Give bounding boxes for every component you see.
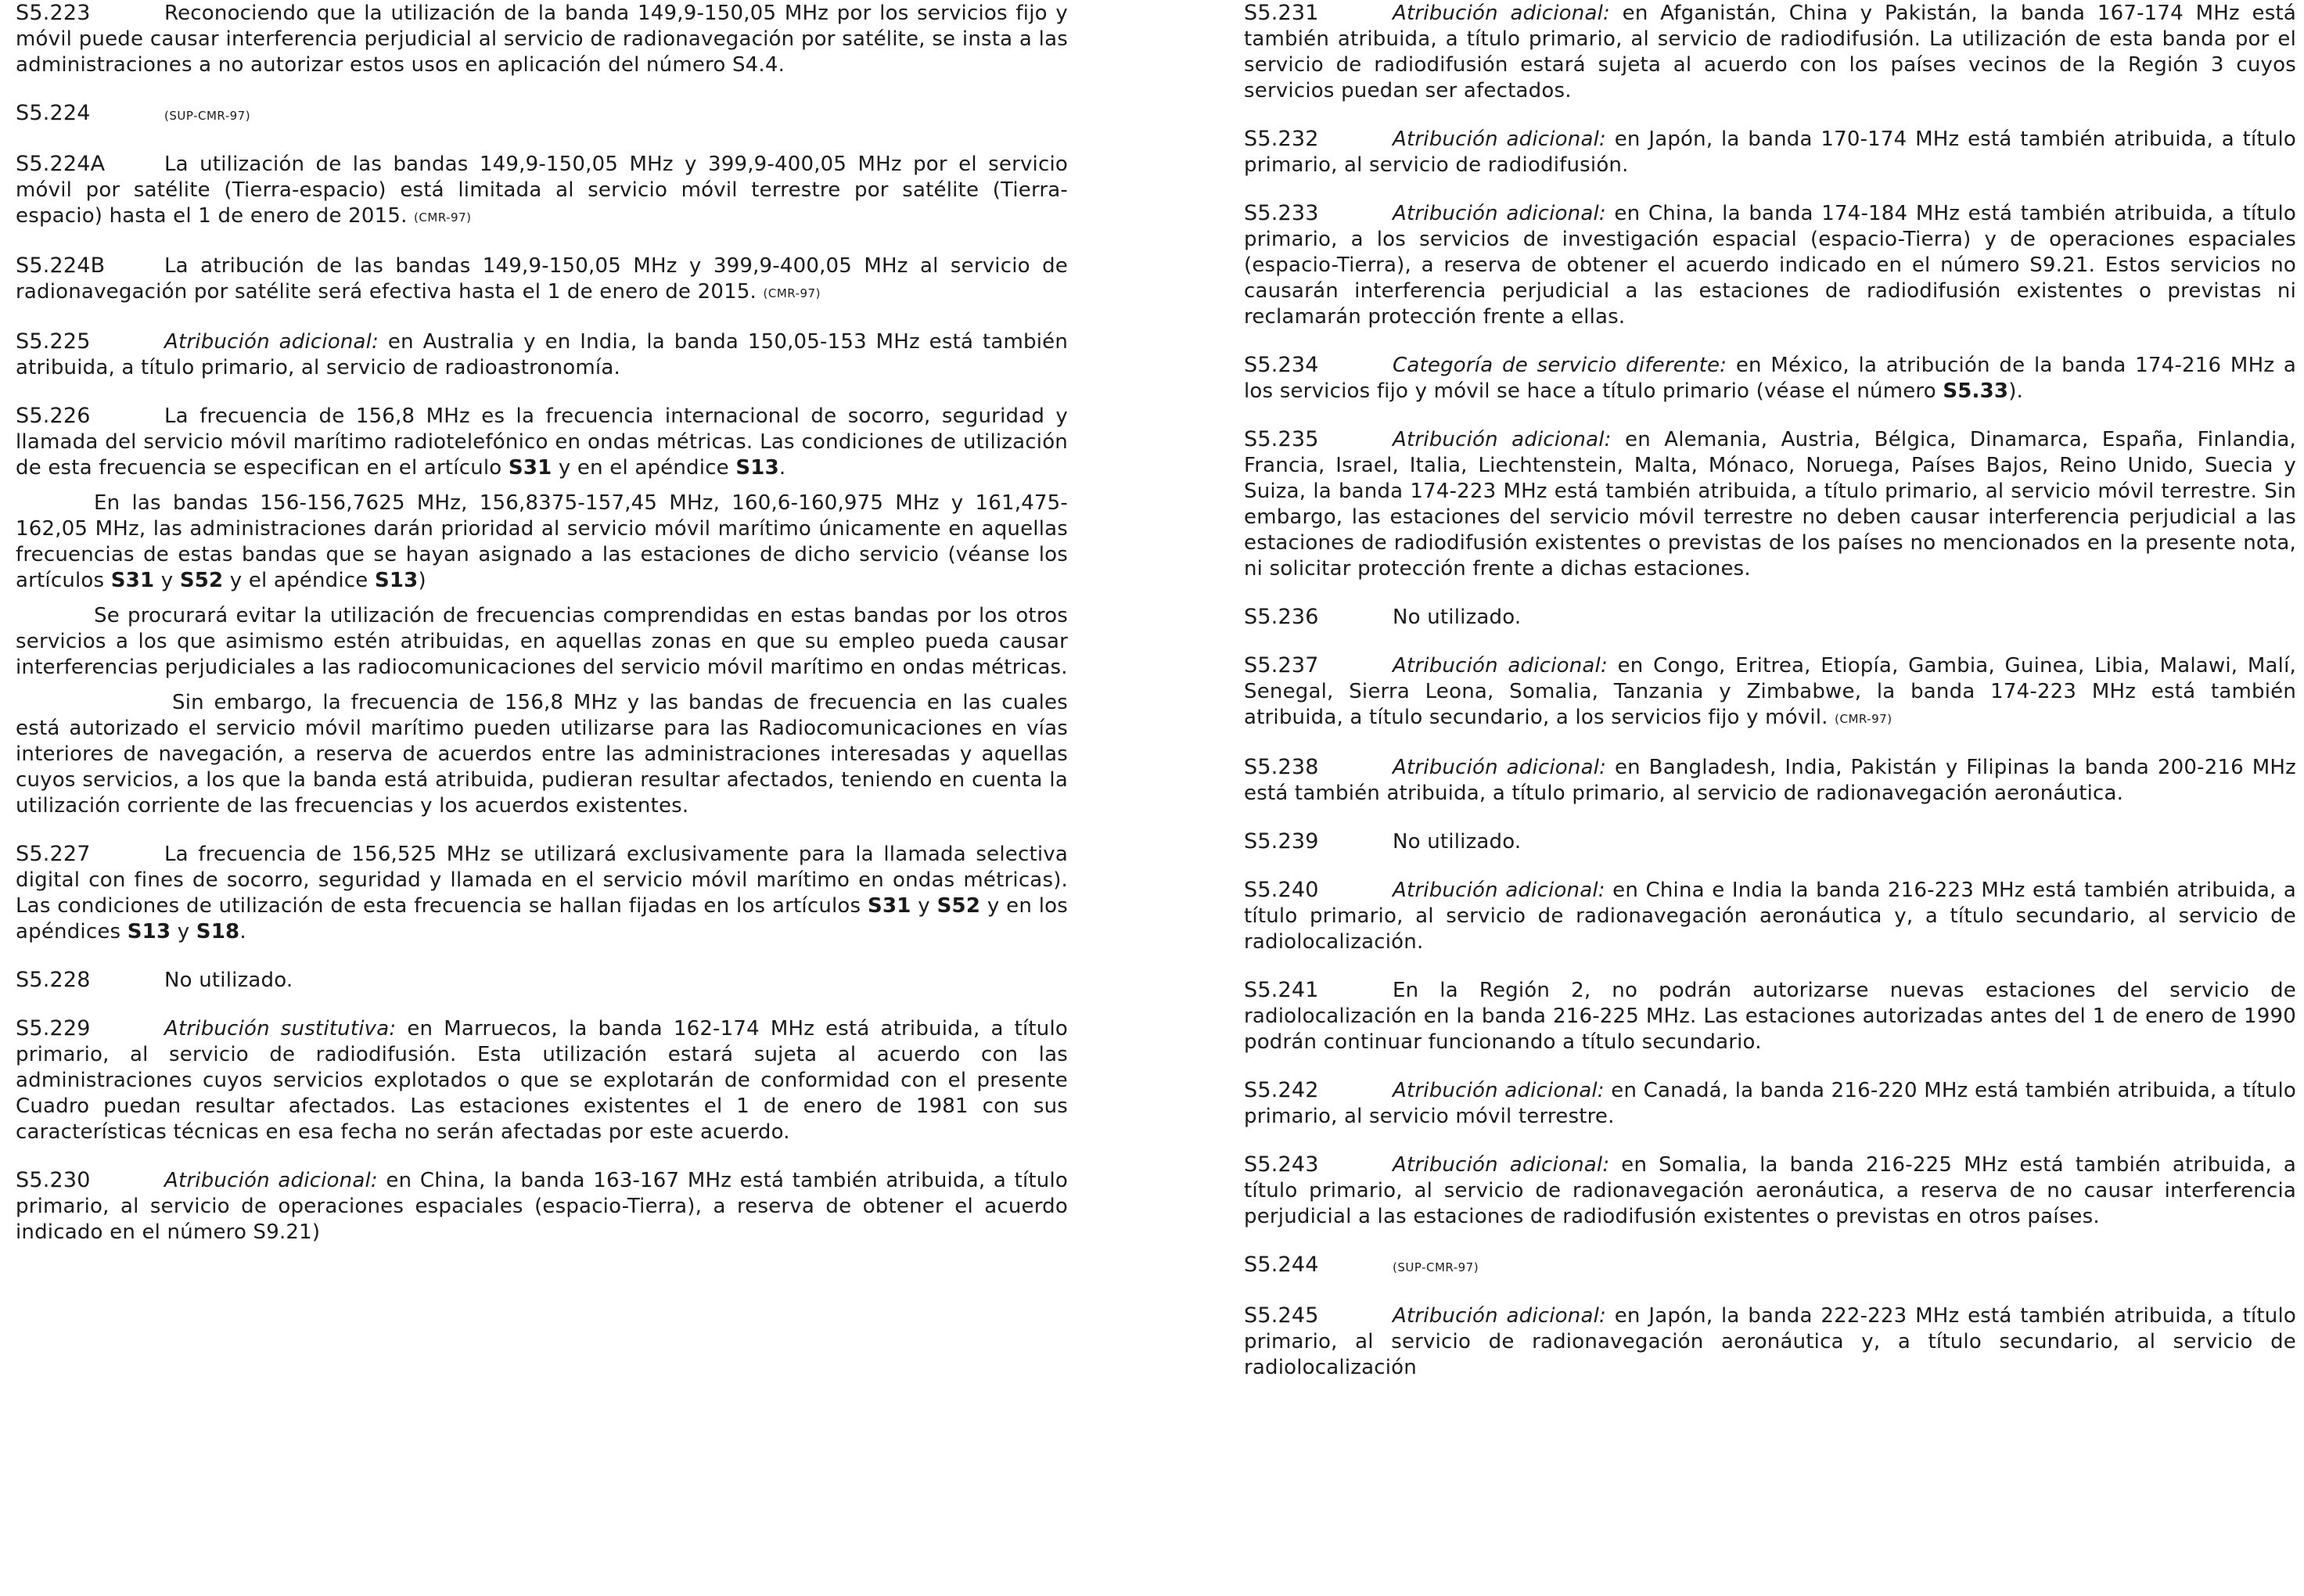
footnote-text: en Marruecos, la banda 162-174 MHz está atribuida, a título primario, al servicio de radiodifusión. Esta utilización estará sujeta al acuerdo con las administraciones cuyos servicios explotados o que se explotarán de conformidad con el presente Cuadro puedan resultar afectados. Las estaciones existentes el 1 de enero de 1981 con sus características técnicas en esa fecha no serán afectadas por este acuerdo. — [16, 1017, 1068, 1144]
footnote-s5-243 — [1244, 1152, 2296, 1230]
article-ref: S31 — [868, 894, 911, 918]
footnote-s5-240 — [1244, 877, 2296, 955]
footnote-text: La utilización de las bandas 149,9-150,05 MHz y 399,9-400,05 MHz por el servicio móvil por satélite (Tierra-espacio) está limitada al servicio móvil terrestre por satélite (Tierra-espacio) hasta el 1 de enero de 2015. — [16, 153, 1068, 228]
footnote-number: S5.223 — [16, 1, 91, 25]
footnote-number: S5.232 — [1244, 127, 1319, 151]
footnote-lead: Atribución adicional: — [1393, 128, 1606, 151]
footnote-s5-226-paragraph-3 — [16, 603, 1068, 681]
footnote-lead: Atribución adicional: — [1393, 654, 1608, 678]
footnote-s5-229 — [16, 1015, 1068, 1145]
footnote-text: Reconociendo que la utilización de la banda 149,9-150,05 MHz por los servicios fijo y móvil puede causar interferencia perjudicial al servicio de radionavegación por satélite, se insta a las administraciones a no autorizar estos usos en aplicación del número S4.4. — [16, 2, 1068, 77]
footnote-number: S5.239 — [1244, 829, 1319, 854]
footnote-s5-226-paragraph-4 — [16, 690, 1068, 819]
footnote-lead: Atribución adicional: — [1393, 879, 1605, 902]
footnote-lead: Atribución adicional: — [1393, 756, 1607, 779]
footnote-s5-223 — [16, 0, 1068, 78]
footnote-text: ). — [2008, 379, 2024, 403]
footnote-lead: Atribución adicional: — [1393, 428, 1612, 451]
footnote-s5-242 — [1244, 1077, 2296, 1130]
footnote-text: Sin embargo, la frecuencia de 156,8 MHz y las bandas de frecuencia en las cuales está autorizado el servicio móvil marítimo pueden utilizarse para las Radiocomunicaciones en vías interiores de navegación, a reserva de acuerdos entre las administraciones interesadas y aquellas cuyos servicios, a los que la banda está atribuida, pudieran resultar afectados, teniendo en cuenta la utilización corriente de las frecuencias y los acuerdos existentes. — [16, 691, 1068, 818]
footnote-number: S5.245 — [1244, 1303, 1319, 1328]
footnote-text: y — [177, 920, 190, 944]
footnote-text: La atribución de las bandas 149,9-150,05 MHz y 399,9-400,05 MHz al servicio de radionavegación por satélite será efectiva hasta el 1 de enero de 2015. — [16, 254, 1068, 304]
footnote-number: S5.237 — [1244, 653, 1319, 678]
footnote-note: (SUP-CMR-97) — [164, 109, 251, 123]
article-ref: S31 — [110, 569, 155, 592]
footnote-text: En las bandas 156-156,7625 MHz, 156,8375-157,45 MHz, 160,6-160,975 MHz y 161,475-162,05 MHz, las administraciones darán prioridad al servicio móvil marítimo únicamente en aquellas frecuencias de estas bandas que se hayan asignado a las estaciones de dicho servicio (véanse los artículos — [16, 491, 1068, 592]
footnote-number: S5.236 — [1244, 605, 1319, 629]
footnote-text: y el apéndice — [229, 569, 368, 592]
footnote-number: S5.224 — [16, 101, 91, 125]
footnote-text: La frecuencia de 156,8 MHz es la frecuencia internacional de socorro, seguridad y llamada del servicio móvil marítimo radiotelefónico en ondas métricas. Las condiciones de utilización de esta frecuencia se especifican en el artículo — [16, 404, 1068, 480]
footnote-number: S5.244 — [1244, 1253, 1319, 1277]
appendix-ref: S13 — [127, 920, 171, 944]
footnote-number: S5.242 — [1244, 1078, 1319, 1102]
footnote-s5-228 — [16, 967, 1068, 994]
footnote-number: S5.228 — [16, 968, 91, 992]
footnote-number: S5.224A — [16, 152, 106, 176]
footnote-note: (SUP-CMR-97) — [1393, 1260, 1479, 1274]
footnote-note: (CMR-97) — [763, 286, 821, 300]
appendix-ref: S13 — [735, 456, 779, 480]
footnote-s5-239 — [1244, 829, 2296, 855]
footnote-number: S5.243 — [1244, 1152, 1319, 1177]
footnote-number: S5.233 — [1244, 201, 1319, 225]
footnote-text: en México, la atribución de la banda 174-216 MHz a los servicios fijo y móvil se hace a título primario (véase el número — [1244, 354, 2296, 403]
footnote-text: en Alemania, Austria, Bélgica, Dinamarca, España, Finlandia, Francia, Israel, Italia, Liechtenstein, Malta, Mónaco, Noruega, Países Bajos, Reino Unido, Suecia y Suiza, la banda 174-223 MHz está también atribuida, a título primario, al servicio móvil terrestre. Sin embargo, las estaciones del servicio móvil terrestre no deben causar interferencia perjudicial a las estaciones de radiodifusión existentes o previstas de los países no mencionados en la presente nota, ni solicitar protección frente a dichas estaciones. — [1244, 428, 2296, 581]
footnote-s5-241 — [1244, 977, 2296, 1055]
footnote-text: en China, la banda 174-184 MHz está también atribuida, a título primario, a los servicios de investigación espacial (espacio-Tierra) y de operaciones espaciales (espacio-Tierra), a reserva de obtener el acuerdo indicado en el número S9.21. Estos servicios no causarán interferencia perjudicial a las estaciones de radiodifusión existentes o previstas ni reclamarán protección frente a ellas. — [1244, 202, 2296, 329]
footnote-s5-237 — [1244, 652, 2296, 732]
appendix-ref: S18 — [196, 920, 240, 944]
footnote-s5-244 — [1244, 1252, 2296, 1281]
footnote-s5-231 — [1244, 0, 2296, 104]
footnote-number: S5.234 — [1244, 353, 1319, 377]
footnote-number: S5.224B — [16, 253, 106, 278]
footnote-s5-245 — [1244, 1303, 2296, 1381]
footnote-lead: Atribución adicional: — [1393, 2, 1610, 25]
footnote-lead: Atribución adicional: — [164, 1169, 378, 1192]
footnote-lead: Atribución adicional: — [1393, 202, 1606, 225]
left-column — [16, 0, 1068, 1267]
footnote-number: S5.225 — [16, 329, 91, 354]
footnote-number: S5.231 — [1244, 1, 1319, 25]
footnote-text: y en los apéndices — [16, 894, 1069, 944]
footnote-text: Se procurará evitar la utilización de frecuencias comprendidas en estas bandas por los otros servicios a los que asimismo estén atribuidas, en aquellas zonas en que su empleo pueda causar interferencias perjudiciales a las radiocomunicaciones del servicio móvil marítimo en ondas métricas. — [16, 604, 1068, 679]
footnote-note: (CMR-97) — [1835, 712, 1892, 726]
footnote-text: y en el apéndice — [558, 456, 729, 480]
footnote-s5-226 — [16, 403, 1068, 481]
footnote-number: S5.241 — [1244, 978, 1319, 1002]
footnote-number: S5.230 — [16, 1168, 91, 1192]
footnote-text: en Afganistán, China y Pakistán, la banda 167-174 MHz está también atribuida, a título primario, al servicio de radiodifusión. La utilización de esta banda por el servicio de radiodifusión estará sujeta al acuerdo con los países vecinos de la Región 3 cuyos servicios puedan ser afectados. — [1244, 2, 2297, 102]
footnote-text: . — [778, 456, 786, 480]
footnote-s5-236 — [1244, 604, 2296, 631]
footnote-s5-235 — [1244, 426, 2296, 582]
footnote-text: en Australia y en India, la banda 150,05-153 MHz está también atribuida, a título primario, al servicio de radioastronomía. — [16, 330, 1068, 379]
footnote-note: (CMR-97) — [414, 210, 472, 225]
footnote-text: La frecuencia de 156,525 MHz se utilizará exclusivamente para la llamada selectiva digital con fines de socorro, seguridad y llamada en el servicio móvil marítimo en ondas métricas). Las condiciones de utilización de esta frecuencia se hallan fijadas en los artículos — [16, 843, 1068, 918]
footnote-s5-232 — [1244, 126, 2296, 178]
footnote-text: y — [160, 569, 174, 592]
footnote-text: En la Región 2, no podrán autorizarse nuevas estaciones del servicio de radiolocalización en la banda 216-225 MHz. Las estaciones autorizadas antes del 1 de enero de 1990 podrán continuar funcionando a título secundario. — [1244, 979, 2296, 1054]
footnote-lead: Atribución sustitutiva: — [164, 1017, 397, 1041]
footnote-lead: Categoría de servicio diferente: — [1393, 354, 1727, 377]
footnote-lead: Atribución adicional: — [164, 330, 379, 354]
footnote-text: No utilizado. — [1393, 606, 1522, 629]
footnote-text: en Canadá, la banda 216-220 MHz está también atribuida, a título primario, al servicio móvil terrestre. — [1244, 1079, 2296, 1128]
footnote-number: S5.226 — [16, 404, 91, 428]
footnote-text: en Bangladesh, India, Pakistán y Filipinas la banda 200-216 MHz está también atribuida, a título primario, al servicio de radionavegación aeronáutica. — [1244, 756, 2296, 805]
footnote-text: en Congo, Eritrea, Etiopía, Gambia, Guinea, Libia, Malawi, Malí, Senegal, Sierra Leona, Somalia, Tanzania y Zimbabwe, la banda 174-223 MHz está también atribuida, a título secundario, a los servicios fijo y móvil. — [1244, 654, 2296, 729]
footnote-s5-225 — [16, 329, 1068, 381]
footnote-number: S5.227 — [16, 842, 91, 866]
footnote-s5-230 — [16, 1167, 1068, 1246]
number-ref: S5.33 — [1943, 379, 2009, 403]
footnote-s5-234 — [1244, 352, 2296, 404]
footnote-number: S5.229 — [16, 1016, 91, 1041]
footnote-lead: Atribución adicional: — [1393, 1079, 1605, 1102]
footnote-text: en Japón, la banda 222-223 MHz está también atribuida, a título primario, al servicio de radionavegación aeronáutica y, a título secundario, al servicio de radiolocalización — [1244, 1304, 2297, 1379]
footnote-number: S5.238 — [1244, 755, 1319, 779]
appendix-ref: S13 — [374, 569, 419, 592]
footnote-text: . — [239, 920, 246, 944]
footnote-s5-224b — [16, 253, 1068, 307]
footnote-s5-224 — [16, 100, 1068, 129]
footnote-lead: Atribución adicional: — [1393, 1153, 1610, 1177]
footnote-number: S5.240 — [1244, 878, 1319, 902]
footnote-text: y — [918, 894, 930, 918]
footnote-s5-227 — [16, 841, 1068, 945]
footnote-s5-224a — [16, 151, 1068, 231]
article-ref: S52 — [936, 894, 981, 918]
footnote-text: en China e India la banda 216-223 MHz está también atribuida, a título primario, al servicio de radionavegación aeronáutica y, a título secundario, al servicio de radiolocalización. — [1244, 879, 2296, 954]
footnote-text: ) — [418, 569, 426, 592]
footnote-text: No utilizado. — [1393, 830, 1522, 854]
footnote-s5-226-paragraph-2 — [16, 491, 1068, 594]
footnote-text: en China, la banda 163-167 MHz está también atribuida, a título primario, al servicio de operaciones espaciales (espacio-Tierra), a reserva de obtener el acuerdo indicado en el número S9.21) — [16, 1169, 1068, 1244]
article-ref: S52 — [179, 569, 224, 592]
article-ref: S31 — [508, 456, 552, 480]
footnote-text: en Japón, la banda 170-174 MHz está también atribuida, a título primario, al servicio de radiodifusión. — [1244, 128, 2297, 177]
footnote-s5-238 — [1244, 754, 2296, 807]
footnote-lead: Atribución adicional: — [1393, 1304, 1606, 1328]
footnote-s5-233 — [1244, 200, 2296, 330]
footnote-number: S5.235 — [1244, 427, 1319, 451]
footnote-text: en Somalia, la banda 216-225 MHz está también atribuida, a título primario, al servicio de radionavegación aeronáutica, a reserva de no causar interferencia perjudicial a las estaciones de radiodifusión existentes o previstas en otros países. — [1244, 1153, 2296, 1228]
footnote-text: No utilizado. — [164, 969, 293, 992]
right-column — [1244, 0, 2296, 1403]
